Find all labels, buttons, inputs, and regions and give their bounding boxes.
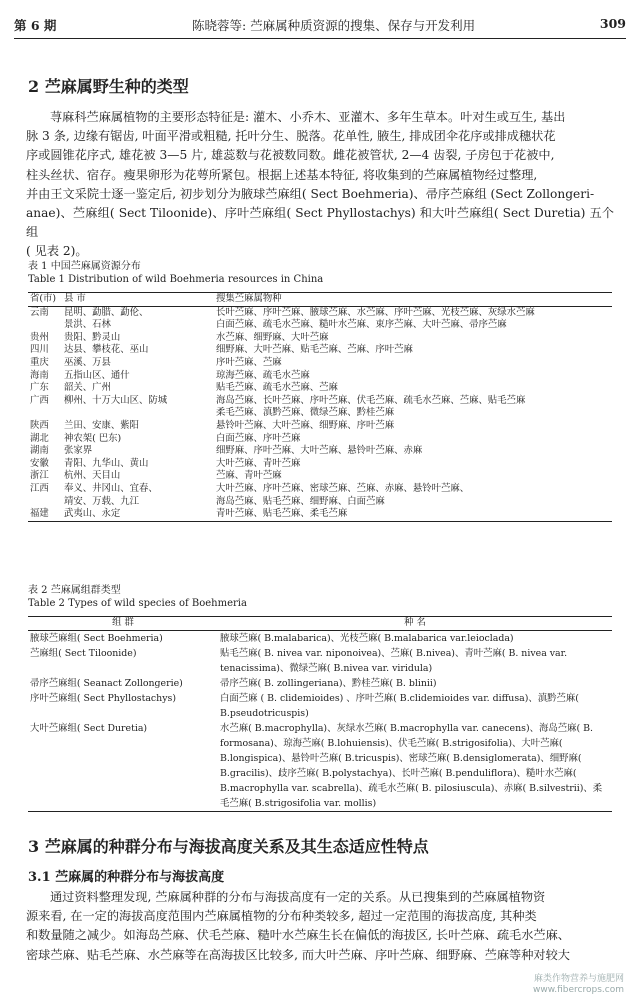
table-row: [28, 332, 612, 345]
table-row: [28, 676, 612, 691]
table-cell: 腋球苎麻组( Sect Boehmeria): [30, 632, 163, 644]
table-cell: 兰田、安康、紫阳: [64, 419, 140, 431]
table-cell: 四川: [30, 344, 49, 356]
table-cell: 苎麻组( Sect Tiloonide): [30, 647, 137, 659]
table-row: [28, 646, 612, 676]
page-number: 309: [599, 16, 626, 31]
table-cell: 贵州: [30, 331, 49, 343]
paragraph-line: 并由王文采院士逐一鉴定后, 初步划分为腋球苎麻组( Sect Boehmeria)、帚序苎麻组 (Sect Zollongeri-: [26, 186, 595, 201]
section-2-paragraph: [26, 108, 614, 262]
paragraph-line: 通过资料整理发现, 苎麻属种群的分布与海拔高度有一定的关系。从已搜集到的苎麻属植物资: [50, 890, 546, 904]
table-header-row: [28, 617, 612, 631]
section-3-heading: 3 苎麻属的种群分布与海拔高度关系及其生态适应性特点: [28, 837, 429, 856]
running-header: [14, 8, 626, 39]
table-1-caption-cn: 表 1 中国苎麻属资源分布: [28, 261, 141, 272]
table-cell: 大叶苎麻组( Sect Duretia): [28, 721, 218, 812]
table-row: [28, 470, 612, 483]
table-cell: 武夷山、永定: [62, 508, 214, 521]
table-cell: 五指山区、通什: [64, 369, 130, 381]
table-cell: 景洪、石林: [64, 319, 111, 331]
section-3-1-paragraph: [26, 888, 614, 965]
table-cell: 悬铃叶苎麻、大叶苎麻、细野麻、序叶苎麻: [216, 419, 395, 431]
table-cell: 贴毛苎麻、疏毛水苎麻、苎麻: [216, 382, 338, 394]
table-cell: 帚序苎麻组( Seanact Zollongerie): [30, 677, 183, 689]
paragraph-line: 序或圆锥花序式, 雄花被 3—5 片, 雄蕊数与花被数同数。雌花被管状, 2—4 齿裂, 子房包于花被中,: [26, 148, 555, 163]
table-cell: 达县、攀枝花、巫山: [64, 344, 149, 356]
table-row: [28, 691, 612, 721]
table-cell: 细野麻、序叶苎麻、大叶苎麻、悬铃叶苎麻、赤麻: [216, 445, 423, 457]
table-cell: 广东: [30, 382, 49, 394]
paragraph-line: 荨麻科苎麻属植物的主要形态特征是: 灌木、小乔木、亚灌木、多年生草本。叶对生或互生, 基出: [50, 110, 566, 124]
watermark-line: 麻类作物营养与施肥网: [533, 974, 624, 984]
column-header: 省(市): [28, 293, 62, 307]
table-row: [28, 721, 612, 812]
table-cell: [28, 496, 62, 509]
table-cell: 大叶苎麻、青叶苎麻: [216, 457, 301, 469]
table-cell: 帚序苎麻( B. zollingeriana)、黔桂苎麻( B. blinii): [220, 677, 437, 689]
table-cell: 序叶苎麻、苎麻: [216, 356, 282, 368]
table-cell: 海南: [30, 369, 49, 381]
section-2-heading: 2 苎麻属野生种的类型: [28, 77, 189, 96]
section-3-1-heading: 3.1 苎麻属的种群分布与海拔高度: [28, 870, 225, 885]
table-cell: 云南: [30, 306, 49, 318]
table-cell: 杭州、天目山: [64, 470, 121, 482]
table-cell: 苎麻、青叶苎麻: [216, 470, 282, 482]
table-cell: [62, 407, 214, 420]
table-cell: 水苎麻、细野麻、大叶苎麻: [216, 331, 329, 343]
watermark-line: www.fibercrops.com: [533, 985, 624, 995]
table-cell: 昆明、勐腊、勐伦、: [64, 306, 149, 318]
table-row: [28, 306, 612, 319]
table-row: [28, 496, 612, 509]
table-1-caption-en: Table 1 Distribution of wild Boehmeria resources in China: [28, 274, 324, 285]
table-cell: 湖南: [30, 445, 49, 457]
table-2: [28, 616, 612, 812]
table-cell: 湖北: [30, 432, 49, 444]
table-row: [28, 382, 612, 395]
table-row: [28, 630, 612, 646]
table-cell: 青阳、九华山、黄山: [64, 457, 149, 469]
table-2-caption: [28, 584, 247, 610]
table-cell: 白面苎麻 ( B. clidemioides) 、序叶苎麻( B.clidemioides var. diffusa)、滇黔苎麻( B.pseudotricuspis): [220, 692, 579, 719]
table-cell: 张家界: [64, 445, 93, 457]
table-row: [28, 433, 612, 446]
table-cell: 序叶苎麻组( Sect Phyllostachys): [30, 692, 176, 704]
table-cell: 福建: [28, 508, 62, 521]
table-1-caption: [28, 260, 323, 286]
table-row: [28, 357, 612, 370]
table-row: [28, 407, 612, 420]
table-cell: 海岛苎麻、贴毛苎麻、细野麻、白面苎麻: [216, 495, 385, 507]
column-header: 搜集苎麻属物种: [214, 293, 612, 307]
table-cell: 广西: [30, 394, 49, 406]
table-row: [28, 395, 612, 408]
table-cell: 青叶苎麻、贴毛苎麻、柔毛苎麻: [214, 508, 612, 521]
table-cell: 柳州、十万大山区、防城: [64, 394, 168, 406]
paragraph-line: anae)、苎麻组( Sect Tiloonide)、序叶苎麻组( Sect Phyllostachys) 和大叶苎麻组( Sect Duretia) 五个组: [26, 206, 614, 240]
table-1-body: [28, 306, 612, 521]
table-row: [28, 508, 612, 521]
table-cell: 长叶苎麻、序叶苎麻、腋球苎麻、水苎麻、序叶苎麻、光枝苎麻、灰绿水苎麻: [216, 306, 535, 318]
table-cell: 白面苎麻、序叶苎麻: [216, 432, 301, 444]
table-cell: 大叶苎麻、序叶苎麻、密球苎麻、苎麻、赤麻、悬铃叶苎麻、: [216, 482, 470, 494]
table-cell: 神农架( 巴东): [64, 432, 122, 444]
paragraph-line: 柱头丝状、宿存。瘦果卵形为花萼所紧包。根据上述基本特征, 将收集到的苎麻属植物经过整理,: [26, 167, 538, 182]
table-row: [28, 483, 612, 496]
paragraph-line: 密球苎麻、贴毛苎麻、水苎麻等在高海拔区比较多, 而大叶苎麻、序叶苎麻、细野麻、苎麻等种对较大: [26, 947, 570, 962]
table-cell: 水苎麻( B.macrophylla)、灰绿水苎麻( B.macrophylla var. canecens)、海岛苎麻( B. formosana)、琼海苎麻( B.lohuiensis)、伏毛苎麻( B.strigosifolia)、大叶苎麻( B.longispica)、悬铃叶苎麻( B.tricuspis)、密球苎麻( B.densiglomerata)、细野麻( B.gracilis)、歧序苎麻( B.polystachya)、长叶苎麻( B.penduliflora)、糙叶水苎麻( B.macrophylla var. scabrella)、疏毛水苎麻( B. pilosiuscula)、赤麻( B.silvestrii)、柔毛苎麻( B.strigosifolia var. mollis): [218, 721, 612, 812]
paragraph-line: 和数量随之减少。如海岛苎麻、伏毛苎麻、糙叶水苎麻生长在偏低的海拔区, 长叶苎麻、疏毛水苎麻、: [26, 928, 570, 943]
table-cell: 靖安、万载、九江: [64, 495, 140, 507]
table-2-caption-cn: 表 2 苎麻属组群类型: [28, 585, 121, 596]
table-row: [28, 420, 612, 433]
table-row: [28, 370, 612, 383]
table-cell: 浙江: [30, 470, 49, 482]
table-cell: 白面苎麻、疏毛水苎麻、糙叶水苎麻、束序苎麻、大叶苎麻、帚序苎麻: [216, 319, 507, 331]
paragraph-line: 源来看, 在一定的海拔高度范围内苎麻属植物的分布种类较多, 超过一定范围的海拔高度, 其种类: [26, 909, 537, 924]
table-cell: 琼海苎麻、疏毛水苎麻: [216, 369, 310, 381]
column-header: 县 市: [62, 293, 214, 307]
table-row: [28, 344, 612, 357]
issue-number: 第 6 期: [14, 18, 57, 33]
table-cell: 腋球苎麻( B.malabarica)、光枝苎麻( B.malabarica var.leioclada): [220, 632, 514, 644]
column-header: 组 群: [28, 617, 218, 631]
table-cell: 重庆: [30, 356, 49, 368]
table-cell: 细野麻、大叶苎麻、贴毛苎麻、苎麻、序叶苎麻: [216, 344, 413, 356]
running-title: 陈晓蓉等: 苎麻属种质资源的搜集、保存与开发利用: [192, 18, 476, 33]
paragraph-line: 脉 3 条, 边缘有锯齿, 叶面平滑或粗糙, 托叶分生、脱落。花单性, 腋生, 排成团伞花序或排成穗状花: [26, 129, 556, 144]
table-cell: [28, 319, 62, 332]
table-cell: 江西: [30, 482, 49, 494]
table-cell: 贴毛苎麻( B. nivea var. niponoivea)、苎麻( B.nivea)、青叶苎麻( B. nivea var. tenacissima)、微绿苎麻( B.nivea var. viridula): [220, 647, 568, 674]
paragraph-line: ( 见表 2)。: [26, 244, 88, 259]
table-cell: 海岛苎麻、长叶苎麻、序叶苎麻、伏毛苎麻、疏毛水苎麻、苎麻、贴毛苎麻: [216, 394, 526, 406]
table-2-body: [28, 630, 612, 811]
table-cell: 陕西: [30, 419, 49, 431]
site-watermark: [533, 974, 624, 996]
table-cell: 巫溪、万县: [64, 356, 111, 368]
table-cell: [28, 407, 62, 420]
table-row: [28, 319, 612, 332]
table-cell: 奉义、井冈山、宜春、: [64, 482, 158, 494]
table-header-row: [28, 293, 612, 307]
column-header: 种 名: [218, 617, 612, 631]
table-cell: 安徽: [30, 457, 49, 469]
table-cell: 韶关、广州: [64, 382, 111, 394]
table-cell: 柔毛苎麻、滇黔苎麻、微绿苎麻、黔桂苎麻: [216, 407, 395, 419]
table-row: [28, 458, 612, 471]
table-2-caption-en: Table 2 Types of wild species of Boehmeria: [28, 598, 247, 609]
table-cell: 贵阳、黔灵山: [64, 331, 121, 343]
table-1: [28, 292, 612, 522]
table-row: [28, 445, 612, 458]
